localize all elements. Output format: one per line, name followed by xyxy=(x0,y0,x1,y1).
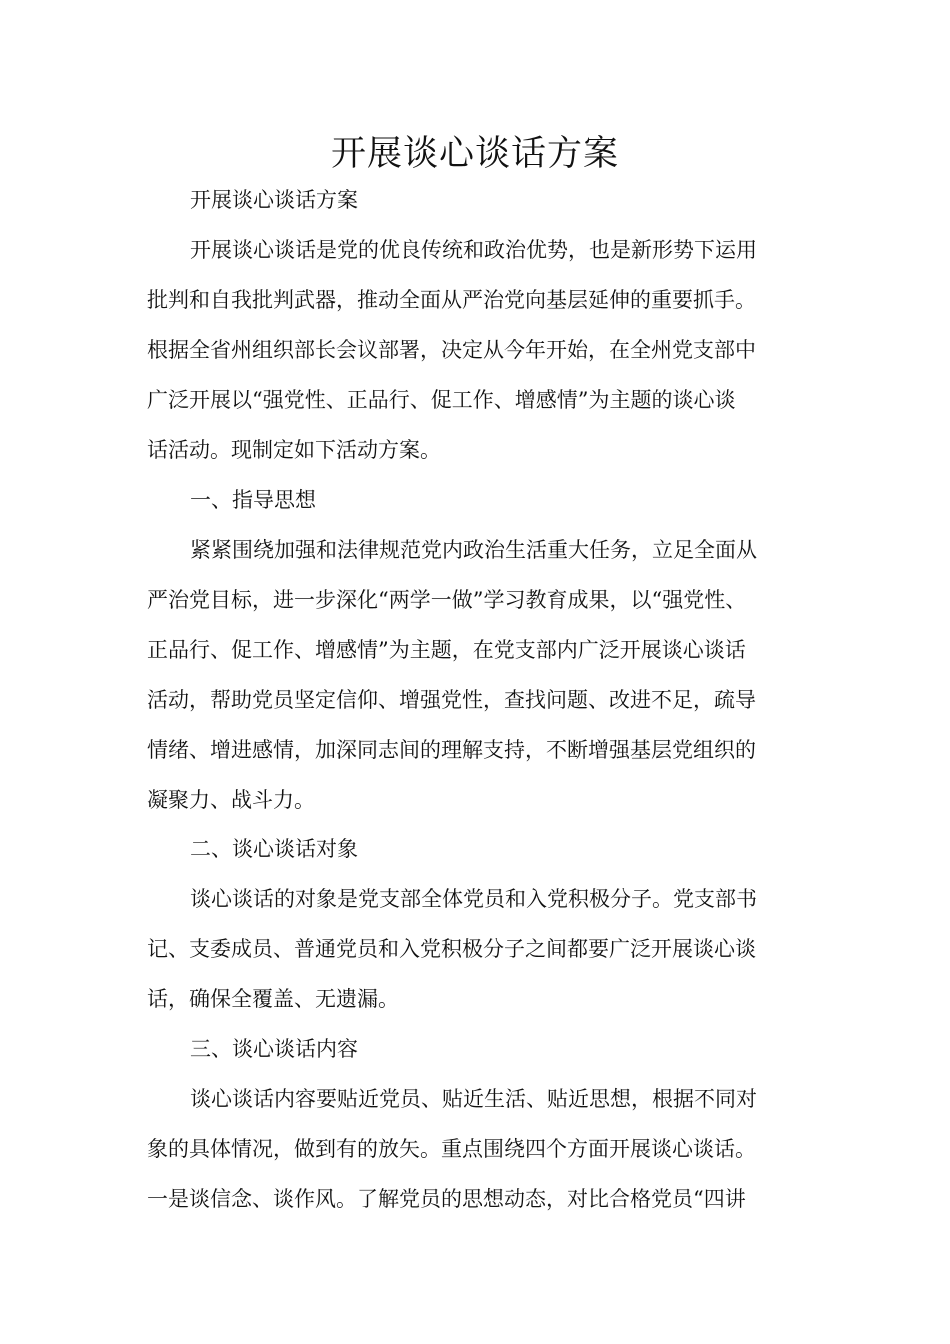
paragraph-line: 正品行、促工作、增感情”为主题，在党支部内广泛开展谈心谈话 xyxy=(147,638,746,662)
paragraph-line: 话活动。现制定如下活动方案。 xyxy=(147,438,441,462)
paragraph-line: 开展谈心谈话是党的优良传统和政治优势，也是新形势下运用 xyxy=(190,238,757,262)
paragraph-line: 谈心谈话内容要贴近党员、贴近生活、贴近思想，根据不同对 xyxy=(190,1087,757,1111)
paragraph-line: 象的具体情况，做到有的放矢。重点围绕四个方面开展谈心谈话。 xyxy=(147,1137,756,1161)
paragraph-line: 记、支委成员、普通党员和入党积极分子之间都要广泛开展谈心谈 xyxy=(147,937,756,961)
section-heading: 三、谈心谈话内容 xyxy=(190,1037,358,1061)
paragraph-line: 一是谈信念、谈作风。了解党员的思想动态，对比合格党员“四讲 xyxy=(147,1187,746,1211)
paragraph-line: 紧紧围绕加强和法律规范党内政治生活重大任务，立足全面从 xyxy=(190,538,757,562)
document-title: 开展谈心谈话方案 xyxy=(330,134,619,174)
subtitle-line: 开展谈心谈话方案 xyxy=(190,188,358,212)
section-heading: 二、谈心谈话对象 xyxy=(190,837,358,861)
paragraph-line: 活动，帮助党员坚定信仰、增强党性，查找问题、改进不足，疏导 xyxy=(147,688,756,712)
paragraph-line: 话，确保全覆盖、无遗漏。 xyxy=(147,987,399,1011)
paragraph-line: 谈心谈话的对象是党支部全体党员和入党积极分子。党支部书 xyxy=(190,887,757,911)
paragraph-line: 批判和自我批判武器，推动全面从严治党向基层延伸的重要抓手。 xyxy=(147,288,756,312)
section-heading: 一、指导思想 xyxy=(190,488,316,512)
paragraph-line: 广泛开展以“强党性、正品行、促工作、增感情”为主题的谈心谈 xyxy=(147,388,736,412)
paragraph-line: 凝聚力、战斗力。 xyxy=(147,788,315,812)
paragraph-line: 情绪、增进感情，加深同志间的理解支持，不断增强基层党组织的 xyxy=(147,738,756,762)
paragraph-line: 根据全省州组织部长会议部署，决定从今年开始，在全州党支部中 xyxy=(147,338,756,362)
paragraph-line: 严治党目标，进一步深化“两学一做”学习教育成果，以“强党性、 xyxy=(147,588,747,612)
